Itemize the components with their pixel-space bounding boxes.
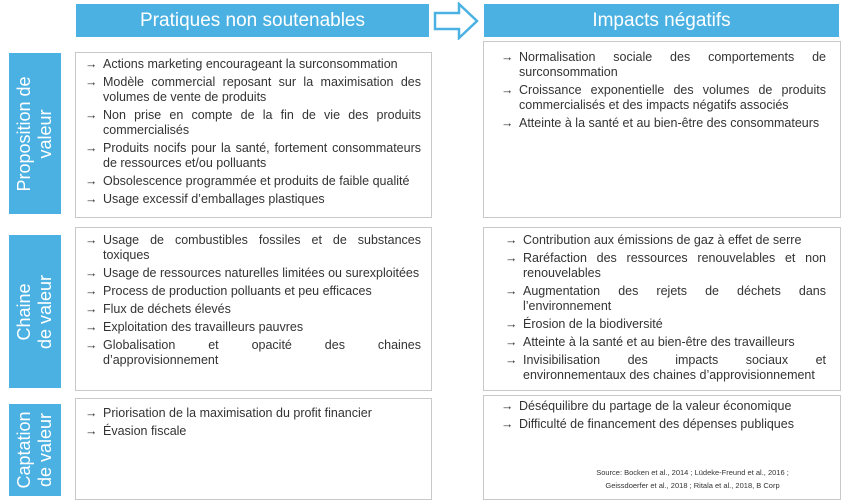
list-item: → Difficulté de financement des dépenses publiques: [501, 417, 826, 432]
practices-box-value-capture: [75, 398, 432, 500]
list-item: → Croissance exponentielle des volumes de produits commercialisés et des impacts négatifs associés: [501, 83, 826, 113]
impacts-box-value-chain: [483, 227, 841, 391]
list-item: → Augmentation des rejets de déchets dans l’environnement: [505, 284, 826, 314]
list-item: → Usage de combustibles fossiles et de substances toxiques: [85, 233, 421, 263]
list-item: → Invisibilisation des impacts sociaux et environnementaux des chaines d’approvisionnement: [505, 353, 826, 383]
list-item: → Atteinte à la santé et au bien-être des consommateurs: [501, 116, 826, 131]
list-item: → Usage de ressources naturelles limitées ou surexploitées: [85, 266, 421, 281]
row-label-value-proposition: Proposition de valeur: [9, 53, 61, 214]
list-item: → Atteinte à la santé et au bien-être des travailleurs: [505, 335, 826, 350]
list-item: → Obsolescence programmée et produits de faible qualité: [85, 174, 421, 189]
practices-box-value-proposition: [75, 52, 432, 218]
list-item: → Produits nocifs pour la santé, fortement consommateurs de ressources et/ou polluants: [85, 141, 421, 171]
impacts-box-value-proposition: [483, 41, 841, 218]
list-item: → Normalisation sociale des comportements de surconsommation: [501, 50, 826, 80]
list-item: → Non prise en compte de la fin de vie des produits commercialisés: [85, 108, 421, 138]
header-negative-impacts: Impacts négatifs: [484, 4, 839, 37]
practices-box-value-chain: [75, 227, 432, 391]
list-item: → Modèle commercial reposant sur la maximisation des volumes de vente de produits: [85, 75, 421, 105]
list-item: → Déséquilibre du partage de la valeur économique: [501, 399, 826, 414]
list-item: → Actions marketing encourageant la surconsommation: [85, 57, 421, 72]
list-item: → Priorisation de la maximisation du profit financier: [85, 406, 421, 421]
list-item: → Usage excessif d’emballages plastiques: [85, 192, 421, 207]
list-item: → Raréfaction des ressources renouvelables et non renouvelables: [505, 251, 826, 281]
row-label-value-chain: Chaine de valeur: [9, 235, 61, 388]
list-item: → Process de production polluants et peu efficaces: [85, 284, 421, 299]
list-item: → Évasion fiscale: [85, 424, 421, 439]
list-item: → Flux de déchets élevés: [85, 302, 421, 317]
list-item: → Globalisation et opacité des chaines d’approvisionnement: [85, 338, 421, 368]
list-item: → Érosion de la biodiversité: [505, 317, 826, 332]
list-item: → Exploitation des travailleurs pauvres: [85, 320, 421, 335]
list-item: → Contribution aux émissions de gaz à effet de serre: [505, 233, 826, 248]
row-label-value-capture: Captation de valeur: [9, 404, 61, 496]
source-citation: Source: Bocken et al., 2014 ; Lüdeke-Freund et al., 2016 ; Geissdoerfer et al., 2018 ; Ritala et al., 2018, B Corp: [596, 468, 789, 490]
header-unsustainable-practices: Pratiques non soutenables: [76, 4, 429, 37]
right-arrow-icon: [433, 2, 479, 40]
